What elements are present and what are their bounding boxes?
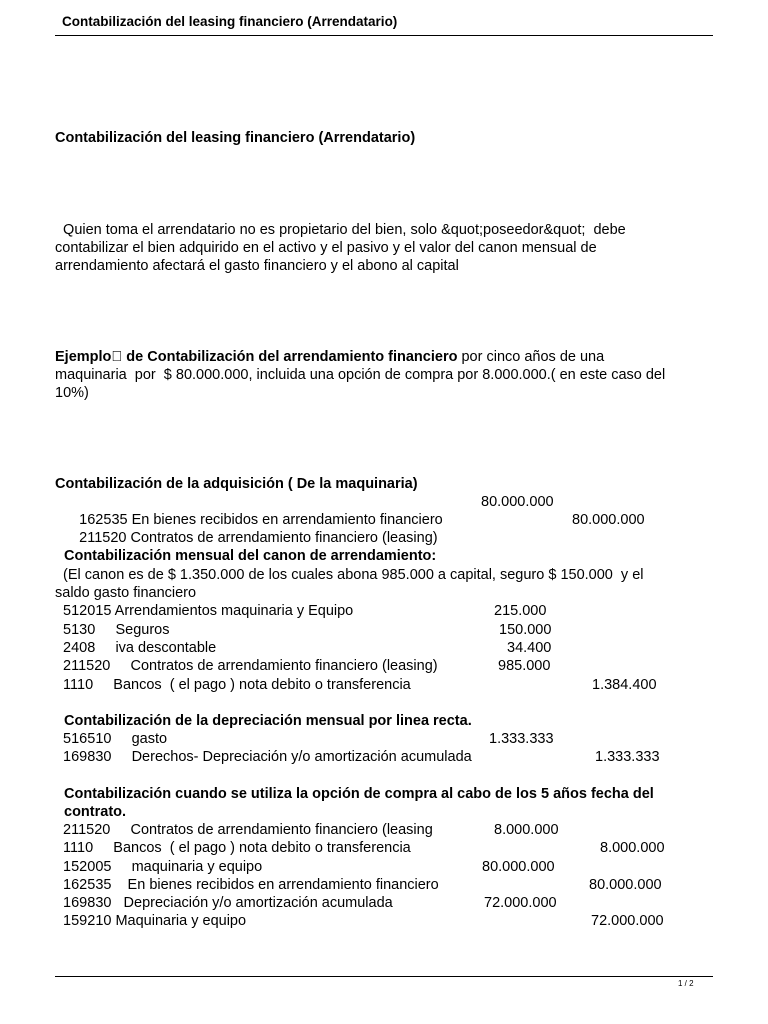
entry-credit: 8.000.000 [600, 840, 665, 856]
intro-line-3: arrendamiento afectará el gasto financiero y el abono al capital [55, 258, 459, 274]
entry-debit: 1.333.333 [489, 731, 554, 747]
entry-credit: 72.000.000 [591, 913, 664, 929]
intro-line-2: contabilizar el bien adquirido en el activo y el pasivo y el valor del canon mensual de [55, 240, 597, 256]
entry-debit: 985.000 [498, 658, 551, 674]
intro-line-1: Quien toma el arrendatario no es propietario del bien, solo &quot;poseedor&quot; debe [55, 222, 626, 238]
entry-desc: 2408 iva descontable [55, 640, 217, 656]
entry-debit: 8.000.000 [494, 822, 559, 838]
section-opcion-heading-line-2: contrato. [64, 804, 127, 820]
entry-desc: 211520 Contratos de arrendamiento financiero (leasing) [55, 658, 438, 674]
example-line-3: 10%) [55, 385, 89, 401]
canon-note-line-1: (El canon es de $ 1.350.000 de los cuales abona 985.000 a capital, seguro $ 150.000 y el [55, 567, 644, 583]
canon-note-line-2: saldo gasto financiero [55, 585, 197, 601]
section-opcion-heading-line-1: Contabilización cuando se utiliza la opción de compra al cabo de los 5 años fecha del [64, 786, 654, 802]
entry-desc: 516510 gasto [55, 731, 168, 747]
entry-desc: 1110 Bancos ( el pago ) nota debito o transferencia [55, 840, 411, 856]
example-bold-text: Ejemplo de Contabilización del arrendamiento financiero [55, 349, 447, 365]
entry-desc: 162535 En bienes recibidos en arrendamiento financiero [71, 512, 443, 528]
article-title: Contabilización del leasing financiero (Arrendatario) [55, 130, 416, 146]
entry-desc: 5130 Seguros [55, 622, 170, 638]
header-title: Contabilización del leasing financiero (Arrendatario) [62, 14, 398, 29]
section-canon-heading: Contabilización mensual del canon de arrendamiento: [64, 548, 437, 564]
section-depreciacion-heading: Contabilización de la depreciación mensual por linea recta. [64, 713, 472, 729]
entry-debit: 80.000.000 [482, 859, 555, 875]
entry-debit: 215.000 [494, 603, 547, 619]
entry-desc: 211520 Contratos de arrendamiento financiero (leasing) [71, 530, 438, 546]
entry-credit: 80.000.000 [572, 512, 645, 528]
entry-desc: 162535 En bienes recibidos en arrendamiento financiero [55, 877, 439, 893]
entry-desc: 169830 Derechos- Depreciación y/o amortización acumulada [55, 749, 472, 765]
entry-desc: 211520 Contratos de arrendamiento financiero (leasing [55, 822, 433, 838]
entry-desc: 152005 maquinaria y equipo [55, 859, 263, 875]
entry-credit: 1.333.333 [595, 749, 660, 765]
section-adquisicion-heading: Contabilización de la adquisición ( De la maquinaria) [55, 476, 418, 492]
entry-desc: 512015 Arrendamientos maquinaria y Equipo [55, 603, 354, 619]
entry-debit: 34.400 [507, 640, 552, 656]
header-divider [55, 35, 713, 36]
entry-desc: 169830 Depreciación y/o amortización acumulada [55, 895, 393, 911]
entry-desc: 1110 Bancos ( el pago ) nota debito o transferencia [55, 677, 411, 693]
page-number: 1 / 2 [678, 979, 694, 988]
entry-debit: 150.000 [499, 622, 552, 638]
entry-credit: 1.384.400 [592, 677, 657, 693]
entry-debit: 72.000.000 [484, 895, 557, 911]
footer-divider [55, 976, 713, 977]
entry-credit: 80.000.000 [589, 877, 662, 893]
example-line-2: maquinaria por $ 80.000.000, incluida una opción de compra por 8.000.000.( en este caso del [55, 367, 666, 383]
example-line-1-rest: por cinco años de una [446, 349, 594, 365]
example-line-1 [55, 348, 604, 366]
entry-debit: 80.000.000 [481, 494, 554, 510]
entry-desc: 159210 Maquinaria y equipo [55, 913, 247, 929]
